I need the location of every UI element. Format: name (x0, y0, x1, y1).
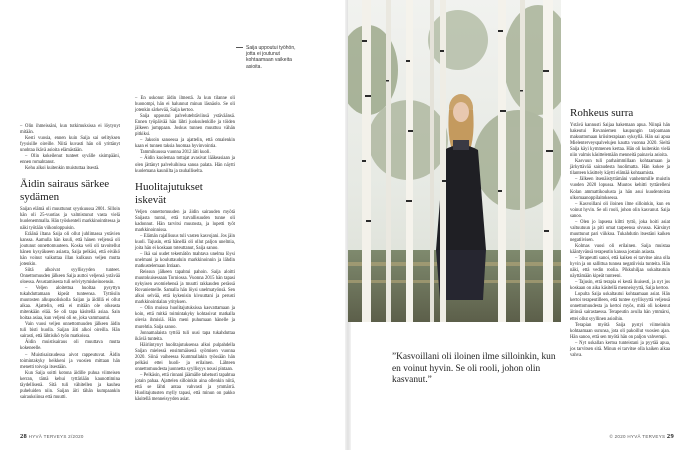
left-footer (20, 433, 84, 440)
paragraph: Vain vuosi veljen onnettomuuden jälkeen äidin tuli bisti huolla. Saijan äiti alkoi oireilla. Hän sairasti, että lähtisikö työn matkoissa. (20, 322, 120, 340)
paragraph: – Ikä sai uudet tekemätön mahtava unelma löysi unelmani ja kouluttauduin markkinoinnin ja lähdin matkustelemaan Intiaan. (135, 251, 235, 270)
section-heading: Äidin sairaus särkee sydämen (20, 178, 110, 204)
paragraph: – Nyt uskallan kertoa tunteistani ja pyytää apua, jos tarvitsen sitä. Minun ei tarvitse olla kaiken aikaa vahva. (570, 340, 670, 358)
paragraph: Kasvuun tuli parhaimmillaan kohtaamaan ja järkyttävää sairaudesta huolimatta. Hän kokee ja tilanteen käsittely käytti elämää kohtaamista. (570, 159, 670, 177)
article-column-1 (20, 124, 120, 401)
paragraph: Häiriintynyt huolitajutuksensa alkoi pulpahdella Saijan mielessä ensimmäisenä syömisen vuonna 2020. Siinä vaiheessa Kummallakin työssään hän pelkäsi ettei huoli- ja erilainen. Lähteen onnettomuudesta juonnetta syyllisyys nousi pintaan. (135, 342, 235, 372)
paragraph: Eräänä iltana Saija oli ollut juhlimassa ystävien kanssa. Aamulla hän kuuli, että hänen veljensä oli joutunut onnettomuuteen. Koska veli oli tavoitellut hänen kysyäkseen asiasta, Saija pelkäsi, että eiväkö hän voinut vaikuttaa illan kulkuun veljen mutta jotenkin. (20, 231, 120, 267)
paragraph: – Terapeutti sanoi, että kaiken ei tarvitse aina olla hyvin ja on sallittua tunnea negatiivisia tunteita. Hän näki, että vedin roolia. Pikkuhiljaa uskaltautuin näyttämään kipeät tunteeni. (570, 256, 670, 280)
paragraph: – Äidin kuolemaa tottajat avasivat lääkeasiaan ja olen jättänyt palveluihinsa sanoa palata. Hän näytti kuolemana kauniilta ja rauhalliselta. (135, 156, 235, 174)
paragraph: Kolmas vuosi oli erilainen. Saija muistaa kääntyvänsä terapeutin kanssa jostain asiasta. (570, 243, 670, 255)
paragraph: – Pelkäsin, että rinnani jäämälle tahetusti tapahtua jotain pahaa. Ajattelen silloinkin aina ollenkin niitä, että se lähti antaa vahvasti ja ymmärrä. Huolitajutusten mylly tapasi, että minun on pakko käsitellä menneisyyden asiat. (135, 372, 235, 403)
magazine-name: HYVÄ TERVEYS 2/2020 (28, 434, 84, 439)
caption-rule (236, 47, 243, 48)
paragraph: Lopulta Saija uskaltautui kohtaamaan asiat. Hän kertoi terapeutilleen, että tuntee syyllisyyttä veljensä onnettomuudesta ja kertoi myös, mitä oli kokenut äitinsä sairastaessa. Terapeutin avulla hän ymmärsi, ettei ollut syyllinen asioihin. (570, 292, 670, 322)
paragraph: – Olen jo lapsena kiltti tyttö, joka hoiti asiat valtuutuun ja piti omat tarpeensa sivussa. Kärsinyt muuttunut pari viikkoa. Tukahdutin itsestäni kaiken negatiivisen. (570, 219, 670, 243)
paragraph: Tammikuussa vuonna 2012 äiti kuoli. (140, 150, 211, 156)
paragraph: – Jaksoin sanoessa ja ajattelin, että omalenkin kaan ei tunnen taksia huomaa hyvinvointia. (135, 138, 235, 150)
paragraph: Siitä alkoivat syyllisyyden tunteet. Onnettomuuden jälkeen Saija auttoi veljensä ystävää oloessa. Avustamisesta tuli selviytymiskeinoensin. (20, 267, 120, 285)
paragraph: Saija uppoutui palvelutehtäviinsä ystäväänsä. Ennen työpäivää hän lähti juoksulenkille ja töiden jälkeen jumppaan. Joskus tunnen muuttuu vähän pitkiksi. (135, 114, 235, 138)
paragraph: – En uskonut äidin ilmestä. Ja kun tilanne oli huonompi, hän ei halunnut minun läsnäolo. Se oli jotenkin särkevää, Saija kertoo. (135, 96, 235, 114)
paragraph: Kesti vuosia, ennen kuin Saija sai selityksen fyysisille oireille. Niitä kuvasti hän oli yrittänyt unohtaa ikävä asioita elämästään. (20, 136, 120, 154)
paragraph: – Tajusin, että terapia ei kestä ikuisesti, ja nyt jos koskaan on aika käsitellä menneisyyttä, Saija kertoo. (570, 280, 670, 292)
paragraph: – Jälkeen itsenäistyttämäni vanhemmille muistin vuoden 2020 lopussa. Muutos kehitti tyttärelleni Kolan ammattikoulusta ja hän asui kuudentoista ulkomaanoppilaitoksessa. (570, 177, 670, 201)
photo-caption: Saija uppoutui työhön, jotta ei joutunut kohtaamaan vaikeita asioita. (246, 45, 296, 70)
paragraph: – Olin kokeilenut tunteet syvälle sisimpääni, ennen romahtanut. (20, 154, 120, 166)
section-heading: Rohkeus surra (570, 107, 634, 119)
paragraph: – Muistisairaudessa aivot rappeutuvat. Äidin toimintakyky heikkeni ja vuosien mittaan hän menetti toivoja itsestään. (20, 352, 120, 370)
birch-forest-woman-photo (348, 0, 561, 322)
section-heading: Huolitajutukset iskevät (135, 180, 203, 206)
paragraph: Terapian myötä Saija pystyi viimeinkin kohtaamaan surunsa, jota oli pakoillut vuosien ajan. Hän sanoo, että sen myötä hän on paljon vahvempi. (570, 322, 670, 340)
paragraph: – Kasvoillani oli iloinen ilme silloinkin, kun en voinut hyvin. Se oli rooli, johon olin kasvanut. Saija sanoo. (570, 201, 670, 219)
paragraph: Reissun jälkeen tapahtui pahoin. Saija aloitti muutokuisessaan Torniossa. Vuonna 2015 hän tapasi nykyisen avomiehensä ja muutti rakkauden perässä Rovaniemelle. Samalla hän löysi unelmatyönsä. Sen alkoi selvää, että kykenisin kivuuttani ja perusti markkinointialan yrityksen. (135, 270, 235, 306)
paragraph: – Olin ihmeissäni, kun tutkimuksissa ei löytynyt mitään. (20, 124, 120, 136)
article-column-3 (570, 107, 670, 359)
article-column-2 (135, 96, 235, 403)
paragraph: Kehu alkoi kuitenkin muistuttaa itsestä. (25, 166, 100, 172)
paragraph: – Veljen aloitettua huoltaa pysyttyn tukahduttamaan kipeät tunteensa. Tyttösiin muutosten alkupuoliskolla Saijan ja äidillä ei ollut aikaa. Ajattelin, että ei mitään ole oikeasta mitenkään elää. Se oli tapa käsitellä asiaa. Sain hoitaa asiaa, kun veljeni oli se, joka vammautui. (20, 285, 120, 322)
right-footer (609, 433, 674, 440)
paragraph: Äidin muistisairaus oli muuttava mutta kokeneelle. (20, 340, 120, 352)
paragraph: Jonnamalaista tyttöä tuli uusi tapa tukahduttaa ikäviä tunteita. (135, 330, 235, 342)
paragraph: Veljen onnettomuuden ja äidin sairauden myötä Saijasta tuntui, että turvallisuuden tunne oli kadonnut. Hän tarvitsi muutosta, ja lopetti työt markkinoinnissa. (135, 209, 235, 233)
paragraph: Kun Saija soitti kotona äidille puhua viimeisen kerran, tämä kehui tyttäriään kaunottimina täydellisenä. Sitä tuli vähitellen ja kauhea puheluiden niin. Saijan äiti tähän kumpaankin sairauksiinsa että muutti. (20, 370, 120, 400)
magazine-name: © 2020 HYVÄ TERVEYS (609, 434, 666, 439)
page-number: 29 (666, 433, 674, 440)
pull-quote: ”Kasvoillani oli iloinen ilme silloinkin, kun en voinut hyvin. Se oli rooli, johon olin kasvanut.” (392, 352, 556, 386)
paragraph: – Olin muissa huolitajutuksissa kasvattamaan ja koin, että mitkä toimintakyky kohtasivat matkalla olevia ihmisiä. Hän meni puhumaan hänelle ja murehtia. Saija sanoo. (135, 306, 235, 330)
paragraph: Saijan elämä oli muuttunut syyskuussa 2001. Silloin hän oli 25-vuotias ja valmistunut vasta vielä huolenemmalla. Hän työskenteli markkinointitessa ja näki työtään viikonloppuisin. (20, 207, 120, 231)
paragraph: – Elämän rajallisuus tuli vasten kasvojani. Jos jäin kuoli. Tajusin, että hänellä oli ollut paljon unelmia, joita hän ei koskaan toteuttanut, Saija sanoo. (135, 233, 235, 251)
page-number: 28 (20, 433, 28, 440)
paragraph: Ystävä kannusti Saijaa hakemaan apua. Niinpä hän hakeutui Rovaniemen kaupungin tarjoamaan maksuttomaan kriisiterapiaan syksyllä. Hän sai apua Mielenterveyspalvelujen kautta vuonna 2020. Sieltä Saija käyi kymmenen kertaa. Hän oli kuitenkin vielä niin valmis käsittelemään menneitä painavia asioita. (570, 123, 670, 159)
